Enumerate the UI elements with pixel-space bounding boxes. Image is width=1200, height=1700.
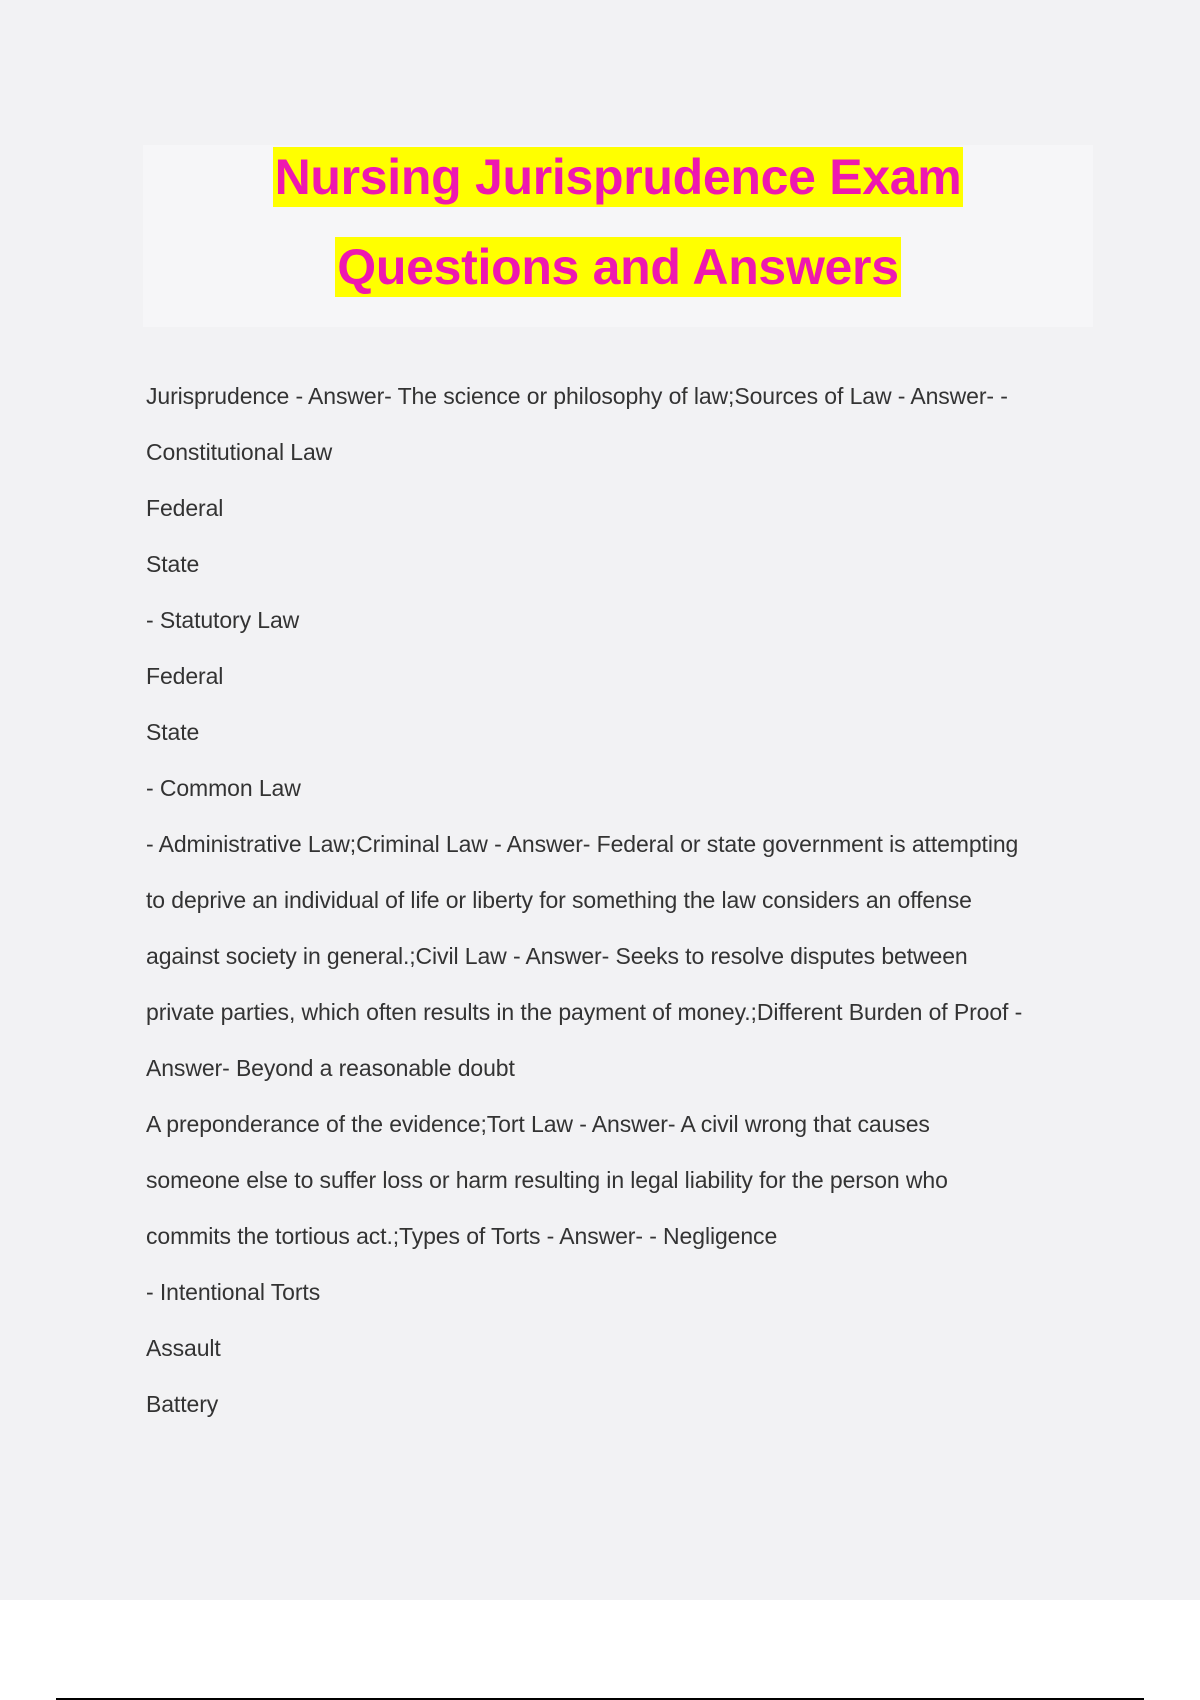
- body-line: Constitutional Law: [146, 439, 333, 465]
- body-line: Battery: [146, 1391, 219, 1417]
- body-line: - Common Law: [146, 775, 301, 801]
- body-line: Assault: [146, 1335, 221, 1361]
- document-title-line-2: Questions and Answers: [337, 239, 899, 295]
- title-block: [143, 145, 1093, 327]
- body-line: against society in general.;Civil Law - Answer- Seeks to resolve disputes between: [146, 943, 968, 969]
- body-line: commits the tortious act.;Types of Torts - Answer- - Negligence: [146, 1223, 778, 1249]
- body-line: - Administrative Law;Criminal Law - Answer- Federal or state government is attempting: [146, 831, 1019, 857]
- body-line: - Statutory Law: [146, 607, 300, 633]
- body-line: Federal: [146, 663, 224, 689]
- body-line: to deprive an individual of life or liberty for something the law considers an offense: [146, 887, 972, 913]
- document-body: [146, 368, 1086, 1432]
- body-line: someone else to suffer loss or harm resulting in legal liability for the person who: [146, 1167, 948, 1193]
- body-line: Answer- Beyond a reasonable doubt: [146, 1055, 515, 1081]
- body-line: private parties, which often results in the payment of money.;Different Burden of Proof -: [146, 999, 1023, 1025]
- body-line: State: [146, 719, 200, 745]
- document-title-line-1: Nursing Jurisprudence Exam: [274, 149, 962, 205]
- body-line: Federal: [146, 495, 224, 521]
- body-line: Jurisprudence - Answer- The science or philosophy of law;Sources of Law - Answer- -: [146, 383, 1008, 409]
- body-line: State: [146, 551, 200, 577]
- body-line: A preponderance of the evidence;Tort Law - Answer- A civil wrong that causes: [146, 1111, 930, 1137]
- body-line: - Intentional Torts: [146, 1279, 321, 1305]
